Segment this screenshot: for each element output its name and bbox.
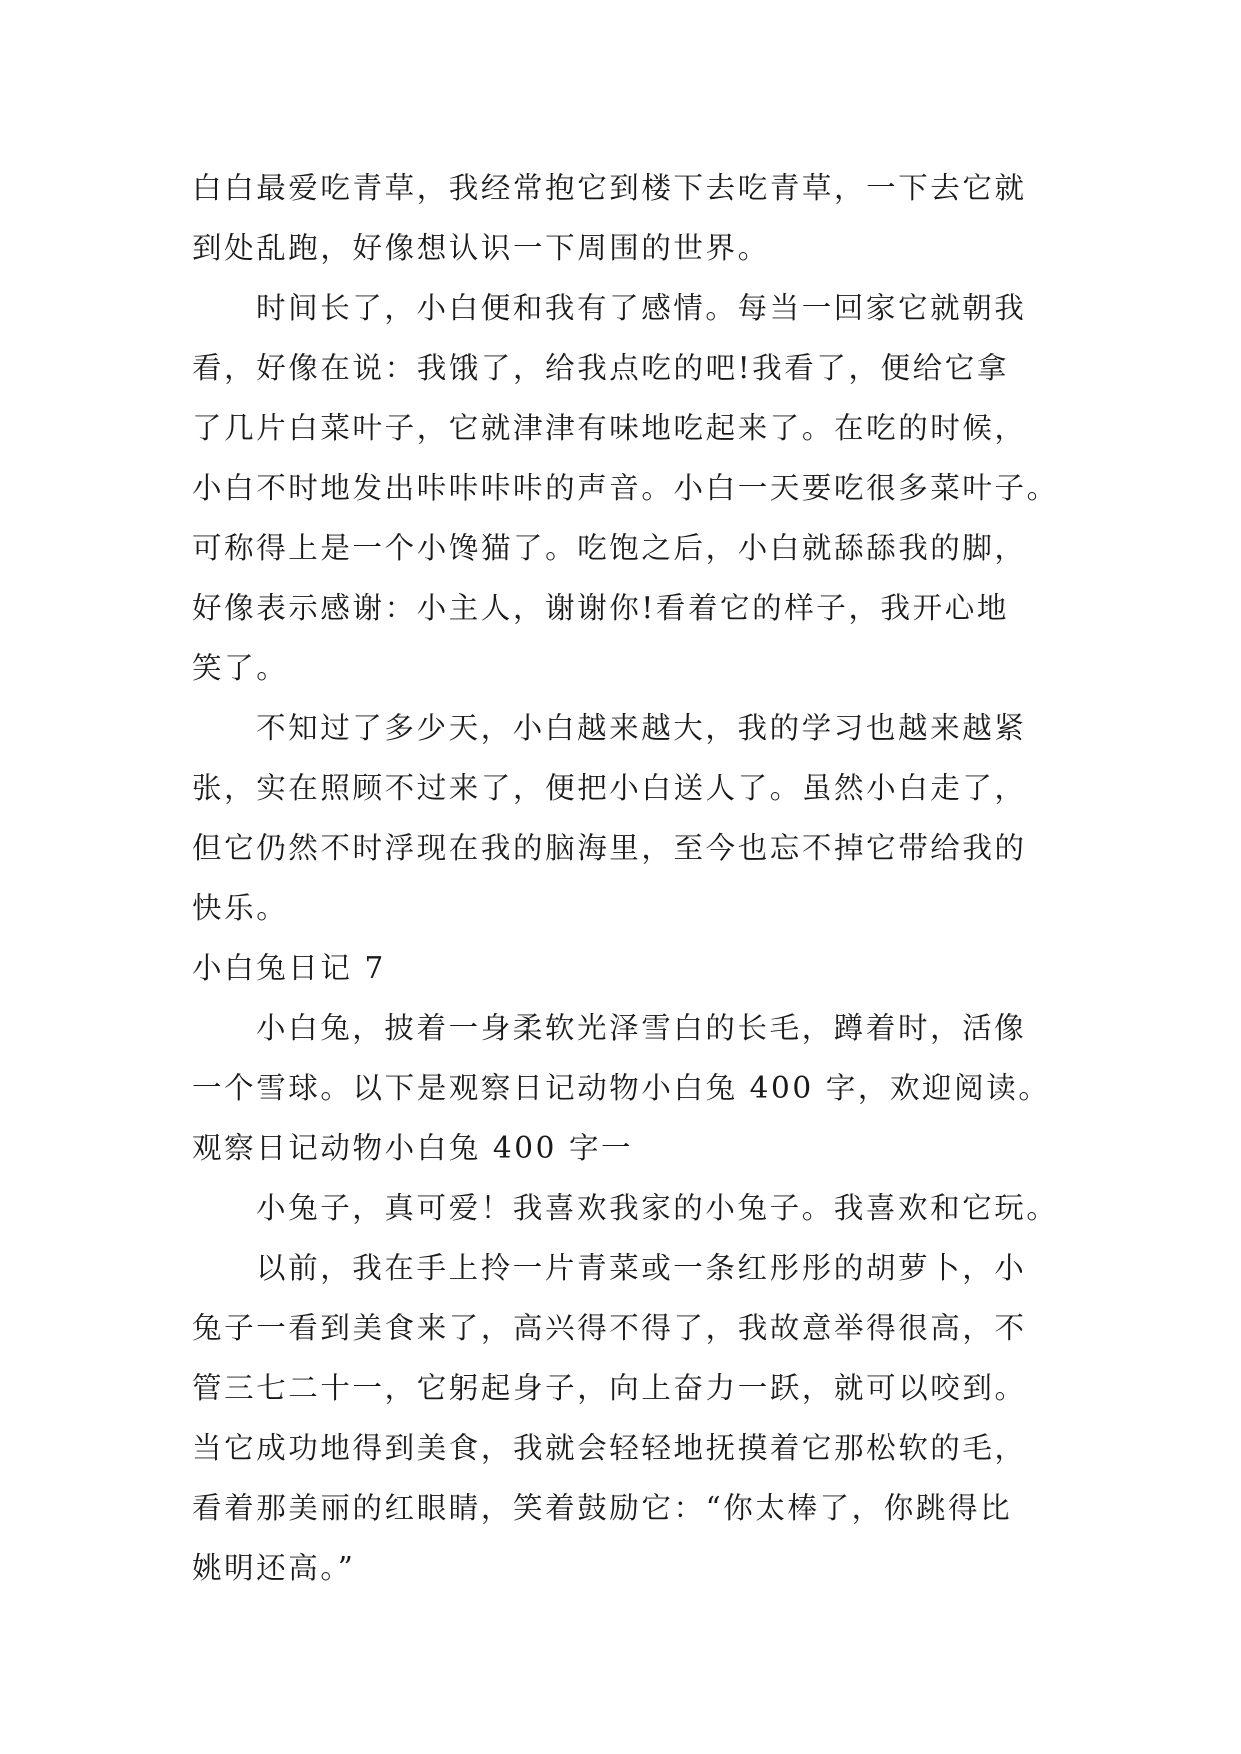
text-line: 笑了。 [192,651,289,685]
text-line: 但它仍然不时浮现在我的脑海里，至今也忘不掉它带给我的 [192,831,1027,865]
paragraph-start-line: 以前，我在手上拎一片青菜或一条红彤彤的胡萝卜，小 [256,1251,1027,1285]
text-line: 好像表示感谢：小主人，谢谢你!看着它的样子，我开心地 [192,591,1009,625]
text-line: 一个雪球。以下是观察日记动物小白兔 400 字，欢迎阅读。 [192,1071,1051,1105]
text-line: 兔子一看到美食来了，高兴得不得了，我故意举得很高，不 [192,1311,1027,1345]
text-line: 管三七二十一，它躬起身子，向上奋力一跃，就可以咬到。 [192,1371,1027,1405]
text-line: 看着那美丽的红眼睛，笑着鼓励它：“你太棒了，你跳得比 [192,1491,1013,1525]
paragraph-start-line: 时间长了，小白便和我有了感情。每当一回家它就朝我 [256,291,1027,325]
text-line: 看，好像在说：我饿了，给我点吃的吧!我看了，便给它拿 [192,351,1009,385]
paragraph-start-line: 小兔子，真可爱！我喜欢我家的小兔子。我喜欢和它玩。 [256,1191,1059,1225]
text-line: 当它成功地得到美食，我就会轻轻地抚摸着它那松软的毛， [192,1431,1027,1465]
text-line: 了几片白菜叶子，它就津津有味地吃起来了。在吃的时候， [192,411,1027,445]
document-body [192,158,1059,1598]
text-line: 可称得上是一个小馋猫了。吃饱之后，小白就舔舔我的脚， [192,531,1027,565]
text-line: 张，实在照顾不过来了，便把小白送人了。虽然小白走了， [192,771,1027,805]
text-line: 白白最爱吃青草，我经常抱它到楼下去吃青草，一下去它就 [192,171,1027,205]
paragraph-start-line: 不知过了多少天，小白越来越大，我的学习也越来越紧 [256,711,1027,745]
subsection-heading: 观察日记动物小白兔 400 字一 [192,1131,634,1165]
text-line: 到处乱跑，好像想认识一下周围的世界。 [192,231,770,265]
text-line: 快乐。 [192,891,289,925]
text-line: 小白不时地发出咔咔咔咔的声音。小白一天要吃很多菜叶子。 [192,471,1059,505]
section-heading: 小白兔日记 7 [192,951,386,985]
paragraph-start-line: 小白兔，披着一身柔软光泽雪白的长毛，蹲着时，活像 [256,1011,1027,1045]
text-line: 姚明还高。” [192,1551,356,1585]
